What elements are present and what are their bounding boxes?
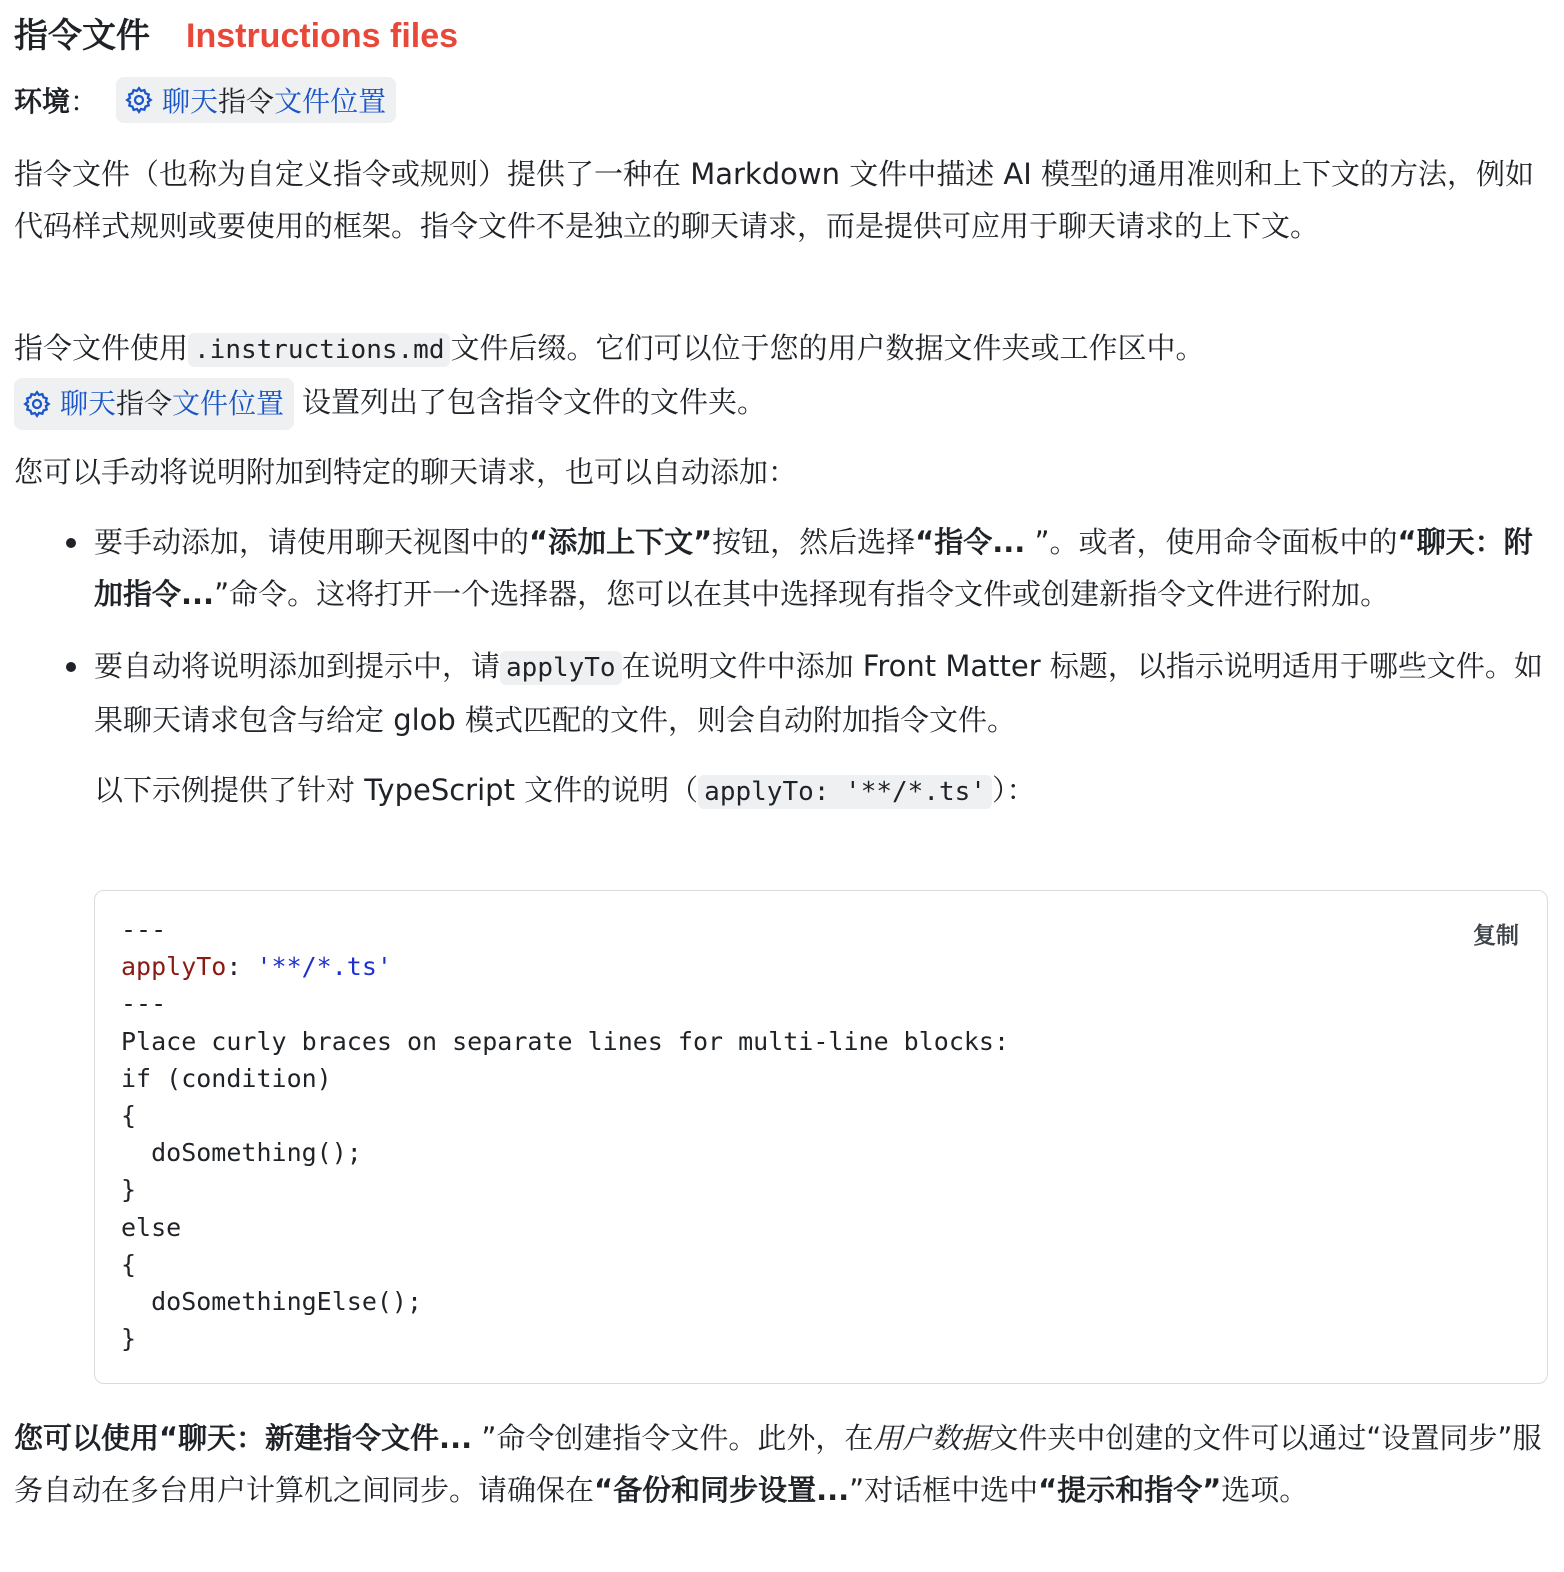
example-text: 以下示例提供了针对 TypeScript 文件的说明（ xyxy=(94,773,699,807)
code-key: applyTo xyxy=(121,952,227,982)
page-subtitle: Instructions files xyxy=(186,17,459,55)
final-text: 文件夹中创建的文件可以通过“设置同步”服务自动在多台用户计算机之间同步。请确保在 xyxy=(14,1421,1542,1507)
bullet-bold: “指令... xyxy=(915,525,1026,559)
environment-colon: ： xyxy=(70,85,99,118)
applyto-inline-code: applyTo xyxy=(500,651,622,685)
code-sep: : xyxy=(226,952,257,982)
code-line: if (condition) xyxy=(121,1063,332,1093)
bullet-bold: “聊天：附加指令... xyxy=(94,525,1533,611)
setting-link-chat-instructions-locations[interactable] xyxy=(116,77,396,123)
setting-link-part-1: 聊天 xyxy=(162,85,219,118)
code-line: { xyxy=(121,1249,137,1279)
code-line: doSomething(); xyxy=(121,1138,362,1168)
final-bold: “备份和同步设置... xyxy=(594,1473,850,1507)
bullet-bold: “添加上下文” xyxy=(529,525,713,559)
final-text: 选项。 xyxy=(1221,1473,1309,1507)
suffix-text-after: 文件后缀。它们可以位于您的用户数据文件夹或工作区中。 xyxy=(450,331,1205,365)
setting-link-part-1: 聊天 xyxy=(60,387,117,420)
example-inline-code: applyTo: '**/*.ts' xyxy=(698,775,992,809)
example-intro xyxy=(94,764,1550,818)
suffix-inline-code: .instructions.md xyxy=(188,333,450,367)
intro-paragraph: 指令文件（也称为自定义指令或规则）提供了一种在 Markdown 文件中描述 AI 模型的通用准则和上下文的方法，例如代码样式规则或要使用的框架。指令文件不是独立的聊天请求，而是提供可应用于聊天请求的上下文。 xyxy=(14,157,1535,243)
code-line: --- xyxy=(121,989,167,1019)
bullet-dot xyxy=(66,662,76,672)
suffix-text-before: 指令文件使用 xyxy=(14,331,189,365)
sync-paragraph xyxy=(14,1412,1544,1516)
code-line: } xyxy=(121,1324,137,1354)
final-bold: “提示和指令” xyxy=(1038,1473,1222,1507)
bullet-text: ”命令。这将打开一个选择器，您可以在其中选择现有指令文件或创建新指令文件进行附加。 xyxy=(214,577,1390,611)
page-heading xyxy=(14,8,458,58)
setting-description: 设置列出了包含指令文件的文件夹。 xyxy=(302,385,767,419)
final-italic: 用户数据 xyxy=(873,1421,990,1455)
list-item xyxy=(14,516,1550,620)
list-item xyxy=(14,640,1550,818)
setting-link-part-2: 指令 xyxy=(116,387,173,420)
gear-icon xyxy=(124,85,154,115)
setting-link-part-2: 指令 xyxy=(218,85,275,118)
attach-paragraph: 您可以手动将说明附加到特定的聊天请求，也可以自动添加： xyxy=(14,455,798,489)
final-text: ”命令创建指令文件。此外，在 xyxy=(472,1421,874,1455)
final-bold: 您可以使用“聊天：新建指令文件... xyxy=(14,1421,473,1455)
attach-methods-list xyxy=(14,516,1550,818)
setting-link-chat-instructions-locations-inline[interactable] xyxy=(14,378,294,430)
code-line: else xyxy=(121,1212,182,1242)
page-title: 指令文件 xyxy=(14,16,150,56)
code-block xyxy=(94,890,1548,1384)
bullet-text: 在说明文件中添加 Front Matter 标题，以指示说明适用于哪些文件。如果聊天请求包含与给定 glob 模式匹配的文件，则会自动附加指令文件。 xyxy=(94,649,1543,737)
bullet-text: 要手动添加，请使用聊天视图中的 xyxy=(94,525,530,559)
code-line: { xyxy=(121,1101,137,1131)
bullet-text: 要自动将说明添加到提示中，请 xyxy=(94,649,501,683)
bullet-text: ”。或者，使用命令面板中的 xyxy=(1025,525,1398,559)
gear-icon xyxy=(22,389,52,419)
example-text: ）： xyxy=(991,773,1036,807)
bullet-text: 按钮，然后选择 xyxy=(712,525,916,559)
setting-link-part-3: 文件位置 xyxy=(172,387,285,420)
setting-link-part-3: 文件位置 xyxy=(274,85,387,118)
code-line: } xyxy=(121,1175,137,1205)
code-line: Place curly braces on separate lines for multi-line blocks: xyxy=(121,1026,1010,1056)
code-line: doSomethingElse(); xyxy=(121,1287,423,1317)
copy-button[interactable]: 复制 xyxy=(1473,923,1519,949)
code-line: --- xyxy=(121,915,167,944)
environment-label: 环境 xyxy=(14,85,71,118)
final-text: ”对话框中选中 xyxy=(849,1473,1039,1507)
bullet-dot xyxy=(66,538,76,548)
suffix-paragraph xyxy=(14,322,1544,430)
environment-row xyxy=(14,74,396,126)
code-string: '**/*.ts' xyxy=(256,952,392,982)
code-content xyxy=(121,911,1009,1357)
